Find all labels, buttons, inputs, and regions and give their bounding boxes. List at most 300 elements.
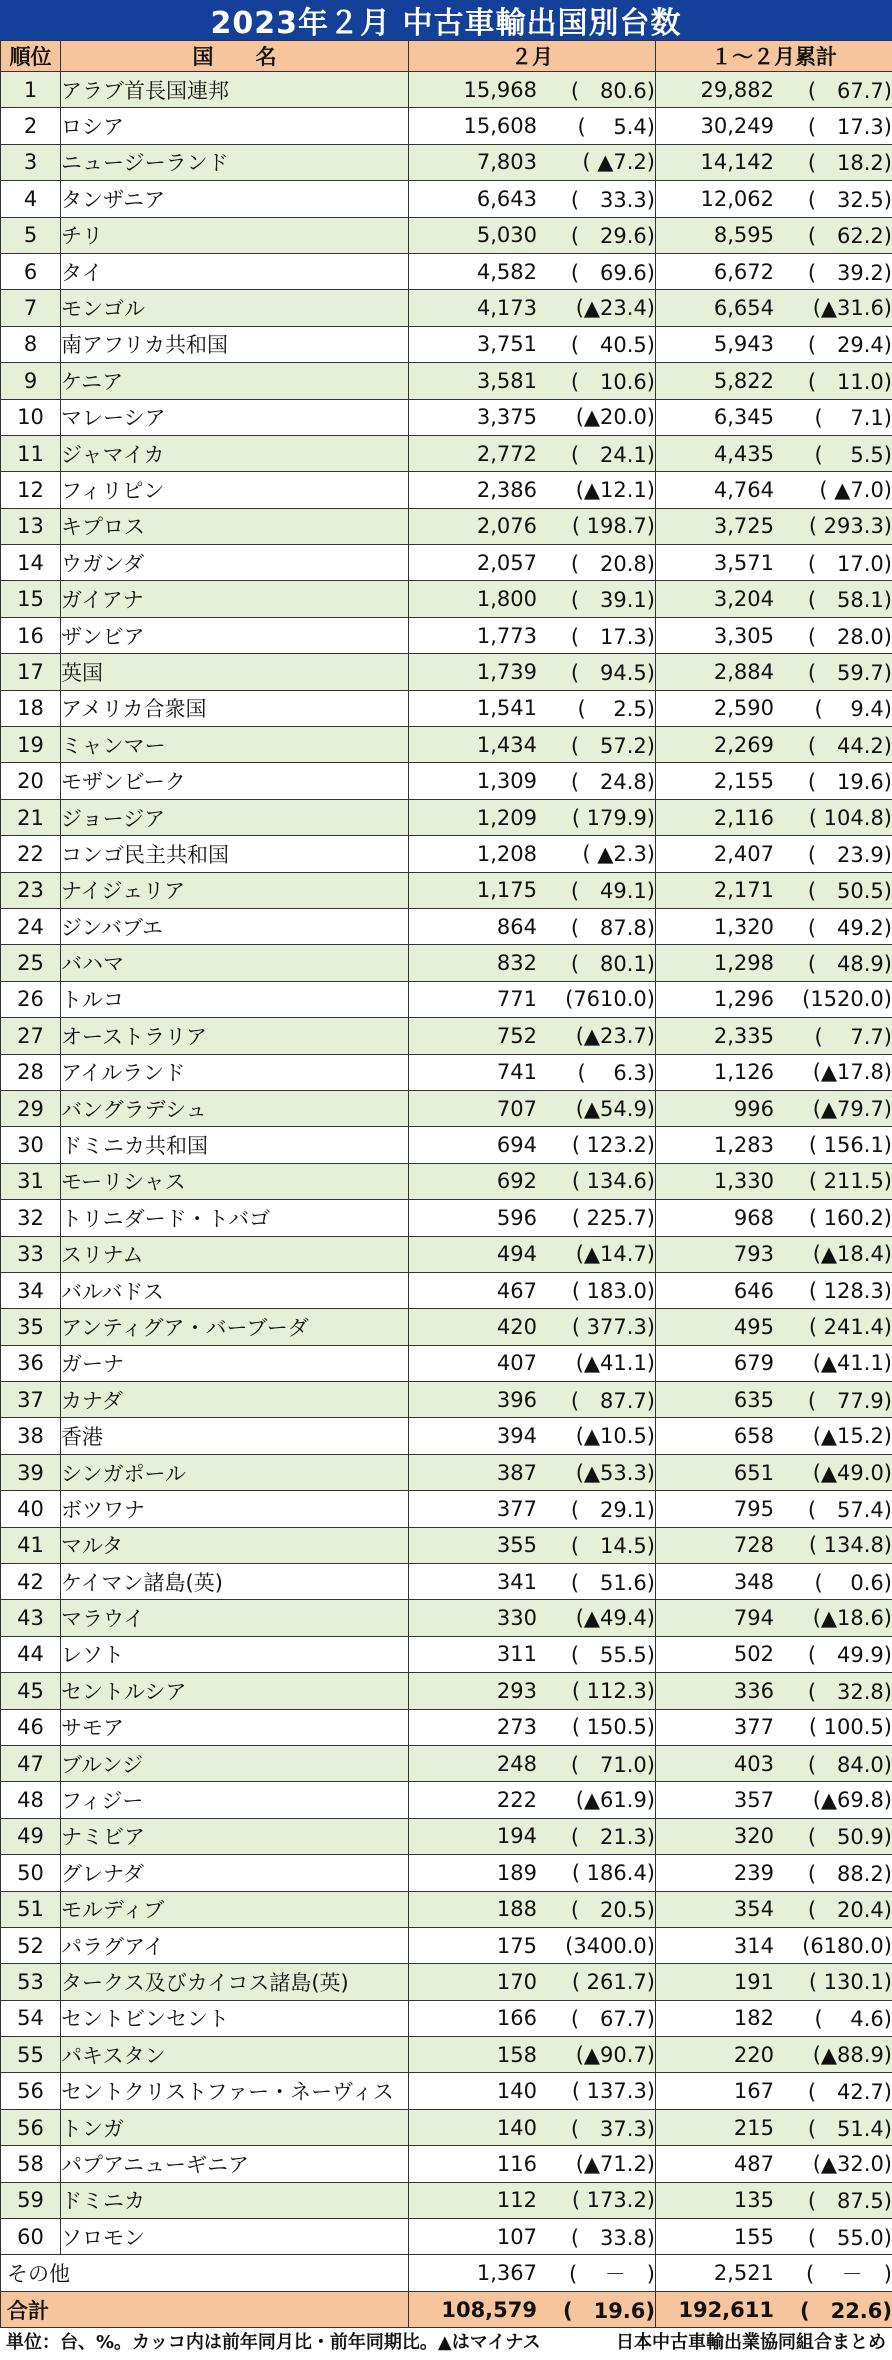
cumulative-cell-value: 495 — [733, 1314, 774, 1339]
rank-cell: 31 — [1, 1163, 61, 1199]
february-cell-percent: ( 33.8) — [570, 2225, 655, 2250]
cumulative-cell — [656, 1418, 892, 1454]
february-cell — [409, 1418, 656, 1454]
february-cell-percent: ( 173.2) — [571, 2188, 655, 2213]
cumulative-cell — [656, 181, 892, 217]
cumulative-cell-value: 1,296 — [713, 987, 774, 1012]
february-cell — [409, 763, 656, 799]
rank-cell: 20 — [1, 763, 61, 799]
table-row — [1, 1564, 892, 1600]
february-cell — [409, 2219, 656, 2255]
cumulative-cell-percent: (▲31.6) — [812, 296, 892, 321]
february-cell-percent: ( 17.3) — [570, 624, 655, 649]
cumulative-cell — [656, 399, 892, 435]
cumulative-cell — [656, 1454, 892, 1490]
february-cell-percent: (▲49.4) — [575, 1606, 655, 1631]
table-row — [1, 1309, 892, 1345]
february-cell — [409, 1709, 656, 1745]
cumulative-cell — [656, 945, 892, 981]
february-cell-percent: ( 14.5) — [570, 1534, 655, 1559]
february-cell — [409, 2109, 656, 2145]
country-cell: セントビンセント — [61, 2000, 409, 2036]
cumulative-cell-value: 357 — [733, 1788, 774, 1813]
february-cell-percent: ( 261.7) — [571, 1970, 655, 1994]
rank-cell: 12 — [1, 472, 61, 508]
table-row — [1, 1891, 892, 1927]
february-cell — [409, 545, 656, 581]
country-cell: チリ — [61, 217, 409, 253]
february-cell-value: 1,541 — [476, 696, 537, 721]
rank-cell: 16 — [1, 617, 61, 653]
february-cell-value: 355 — [496, 1533, 537, 1558]
february-cell-value: 1,209 — [476, 805, 537, 830]
cumulative-cell-value: 2,884 — [713, 659, 774, 684]
february-cell — [409, 1673, 656, 1709]
february-cell-value: 293 — [496, 1678, 537, 1703]
country-cell: タークス及びカイコス諸島(英) — [61, 1964, 409, 2000]
rank-cell: 52 — [1, 1927, 61, 1963]
rank-cell: 6 — [1, 253, 61, 289]
table-row — [1, 435, 892, 471]
cumulative-cell-value: 377 — [733, 1715, 774, 1740]
rank-cell: 40 — [1, 1491, 61, 1527]
table-row — [1, 290, 892, 326]
cumulative-cell — [656, 1345, 892, 1381]
cumulative-cell — [656, 581, 892, 617]
cumulative-cell-value: 2,155 — [713, 769, 774, 794]
footer-source: 日本中古車輸出業協同組合まとめ — [616, 2332, 886, 2354]
cumulative-cell-percent: ( 44.2) — [807, 733, 892, 758]
rank-cell: 5 — [1, 217, 61, 253]
cumulative-cell-value: 1,283 — [713, 1133, 774, 1158]
cumulative-cell-percent: ( 67.7) — [807, 78, 892, 103]
cumulative-cell-value: 3,725 — [713, 514, 774, 539]
february-cell-percent: ( 150.5) — [571, 1715, 655, 1740]
february-cell — [409, 363, 656, 399]
country-cell: サモア — [61, 1709, 409, 1745]
table-row — [1, 545, 892, 581]
cumulative-cell-value: 487 — [733, 2151, 774, 2176]
cumulative-cell — [656, 799, 892, 835]
february-cell-percent: (▲12.1) — [575, 477, 655, 502]
cumulative-cell-percent: ( 156.1) — [808, 1133, 892, 1158]
cumulative-cell-value: 996 — [733, 1096, 774, 1121]
february-cell-percent: (7610.0) — [565, 987, 655, 1012]
rank-cell: 21 — [1, 799, 61, 835]
cumulative-cell-value: 167 — [733, 2079, 774, 2104]
cumulative-cell-percent: (6180.0) — [802, 1933, 892, 1958]
february-cell-value: 387 — [496, 1460, 537, 1485]
cumulative-cell-percent: ( 23.9) — [807, 842, 892, 867]
cumulative-cell — [656, 1745, 892, 1781]
country-cell: バハマ — [61, 945, 409, 981]
cumulative-cell-value: 2,335 — [713, 1023, 774, 1048]
cumulative-cell-value: 191 — [733, 1970, 774, 1994]
cumulative-cell — [656, 727, 892, 763]
rank-cell: 26 — [1, 981, 61, 1017]
country-cell: ガイアナ — [61, 581, 409, 617]
cumulative-cell-percent: (▲49.0) — [812, 1460, 892, 1485]
cumulative-cell — [656, 1855, 892, 1891]
rank-cell: 58 — [1, 2146, 61, 2182]
cumulative-cell — [656, 363, 892, 399]
country-cell: パラグアイ — [61, 1927, 409, 1963]
february-cell — [409, 799, 656, 835]
cumulative-cell-percent: (▲18.4) — [812, 1242, 892, 1267]
cumulative-cell-value: 30,249 — [700, 114, 774, 139]
cumulative-cell-value: 12,062 — [700, 186, 774, 211]
cumulative-cell — [656, 1236, 892, 1272]
total-row-february-value: 108,579 — [441, 2297, 537, 2322]
country-cell: 南アフリカ共和国 — [61, 326, 409, 362]
cumulative-cell — [656, 2219, 892, 2255]
total-row-february — [409, 2291, 656, 2327]
cumulative-cell-value: 354 — [733, 1897, 774, 1922]
february-cell — [409, 2000, 656, 2036]
cumulative-cell-value: 3,571 — [713, 550, 774, 575]
cumulative-cell-percent: ( 130.1) — [808, 1970, 892, 1994]
table-row — [1, 1163, 892, 1199]
rank-cell: 15 — [1, 581, 61, 617]
february-cell-percent: ( 5.4) — [577, 115, 655, 140]
table-row — [1, 144, 892, 180]
cumulative-cell-percent: ( 160.2) — [808, 1205, 892, 1230]
table-row — [1, 1673, 892, 1709]
cumulative-cell-percent: (▲18.6) — [812, 1606, 892, 1631]
cumulative-cell — [656, 2109, 892, 2145]
country-cell: ブルンジ — [61, 1745, 409, 1781]
cumulative-cell-percent: (▲17.8) — [812, 1060, 892, 1085]
table-row — [1, 108, 892, 144]
february-cell-percent: ( 179.9) — [571, 805, 655, 830]
cumulative-cell — [656, 617, 892, 653]
table-row — [1, 654, 892, 690]
table-header-row — [1, 41, 892, 72]
table-row — [1, 2073, 892, 2109]
table-row — [1, 2182, 892, 2218]
february-cell-value: 3,581 — [476, 368, 537, 393]
table-row — [1, 799, 892, 835]
country-cell: アラブ首長国連邦 — [61, 72, 409, 108]
february-cell-percent: (▲14.7) — [575, 1242, 655, 1267]
rank-cell: 59 — [1, 2182, 61, 2218]
cumulative-cell-value: 6,345 — [713, 405, 774, 430]
cumulative-cell-value: 1,320 — [713, 914, 774, 939]
cumulative-cell-value: 794 — [733, 1606, 774, 1631]
rank-cell: 45 — [1, 1673, 61, 1709]
rank-cell: 11 — [1, 435, 61, 471]
cumulative-cell-value: 502 — [733, 1642, 774, 1667]
february-cell — [409, 2073, 656, 2109]
february-cell-value: 170 — [496, 1970, 537, 1994]
country-cell: トンガ — [61, 2109, 409, 2145]
february-cell — [409, 836, 656, 872]
february-cell — [409, 1054, 656, 1090]
february-cell-percent: (▲54.9) — [575, 1096, 655, 1121]
february-cell — [409, 908, 656, 944]
cumulative-cell — [656, 1891, 892, 1927]
table-row — [1, 1418, 892, 1454]
cumulative-cell — [656, 435, 892, 471]
february-cell — [409, 1818, 656, 1854]
table-row — [1, 1600, 892, 1636]
cumulative-cell-percent: ( 18.2) — [807, 151, 892, 176]
february-cell-value: 771 — [496, 987, 537, 1012]
cumulative-cell-value: 6,672 — [713, 259, 774, 284]
cumulative-cell-percent: ( 77.9) — [807, 1388, 892, 1413]
february-cell-percent: ( 21.3) — [570, 1825, 655, 1850]
cumulative-cell-percent: ( 58.1) — [807, 588, 892, 613]
cumulative-cell — [656, 1782, 892, 1818]
cumulative-cell-value: 795 — [733, 1496, 774, 1521]
february-cell-percent: ( 67.7) — [570, 2007, 655, 2032]
table-row — [1, 399, 892, 435]
table-row — [1, 1927, 892, 1963]
cumulative-cell-percent: ( 211.5) — [808, 1169, 892, 1194]
cumulative-cell-value: 215 — [733, 2115, 774, 2140]
cumulative-cell — [656, 2000, 892, 2036]
rank-cell: 32 — [1, 1200, 61, 1236]
country-cell: ケニア — [61, 363, 409, 399]
february-cell-value: 707 — [496, 1096, 537, 1121]
country-cell: ロシア — [61, 108, 409, 144]
table-row — [1, 1127, 892, 1163]
cumulative-cell — [656, 217, 892, 253]
february-cell-value: 5,030 — [476, 223, 537, 248]
cumulative-cell-percent: (▲41.1) — [812, 1351, 892, 1376]
february-cell-percent: ( 24.1) — [570, 442, 655, 467]
february-cell — [409, 581, 656, 617]
cumulative-cell-value: 2,116 — [713, 805, 774, 830]
country-cell: セントルシア — [61, 1673, 409, 1709]
february-cell — [409, 1600, 656, 1636]
february-cell-percent: (▲23.7) — [575, 1023, 655, 1048]
february-cell-value: 467 — [496, 1278, 537, 1303]
cumulative-cell-percent: (1520.0) — [802, 987, 892, 1012]
february-cell — [409, 1272, 656, 1308]
february-cell-percent: ( 80.1) — [570, 952, 655, 977]
country-cell: トルコ — [61, 981, 409, 1017]
cumulative-cell-percent: (▲88.9) — [812, 2042, 892, 2067]
rank-cell: 35 — [1, 1309, 61, 1345]
table-row — [1, 1491, 892, 1527]
cumulative-cell-value: 6,654 — [713, 296, 774, 321]
february-cell-value: 112 — [496, 2188, 537, 2213]
february-cell — [409, 290, 656, 326]
rank-cell: 9 — [1, 363, 61, 399]
cumulative-cell — [656, 1564, 892, 1600]
cumulative-cell — [656, 72, 892, 108]
cumulative-cell-percent: ( 7.7) — [814, 1024, 892, 1049]
country-cell: オーストラリア — [61, 1018, 409, 1054]
cumulative-cell-percent: ( 59.7) — [807, 660, 892, 685]
country-cell: タンザニア — [61, 181, 409, 217]
table-row — [1, 945, 892, 981]
rank-cell: 41 — [1, 1527, 61, 1563]
country-cell: トリニダード・トバゴ — [61, 1200, 409, 1236]
cumulative-cell-value: 5,822 — [713, 368, 774, 393]
february-cell-value: 6,643 — [476, 186, 537, 211]
cumulative-cell — [656, 1200, 892, 1236]
february-cell-percent: ( 24.8) — [570, 770, 655, 795]
cumulative-cell-value: 4,764 — [713, 477, 774, 502]
february-cell — [409, 1745, 656, 1781]
february-cell-percent: ( 69.6) — [570, 260, 655, 285]
february-cell — [409, 945, 656, 981]
other-row-cumulative-value: 2,521 — [713, 2261, 774, 2286]
february-cell — [409, 1236, 656, 1272]
february-cell — [409, 1200, 656, 1236]
february-cell-value: 832 — [496, 951, 537, 976]
february-cell — [409, 1491, 656, 1527]
cumulative-cell — [656, 1054, 892, 1090]
country-cell: スリナム — [61, 1236, 409, 1272]
cumulative-cell-percent: ( 11.0) — [807, 369, 892, 394]
table-row — [1, 581, 892, 617]
cumulative-cell-value: 1,126 — [713, 1060, 774, 1085]
february-cell-value: 7,803 — [476, 150, 537, 175]
february-cell-value: 2,386 — [476, 477, 537, 502]
february-cell-percent: ( 29.6) — [570, 224, 655, 249]
footer-note: 単位：台、%。カッコ内は前年同月比・前年同期比。▲はマイナス — [6, 2332, 541, 2354]
country-cell: ドミニカ共和国 — [61, 1127, 409, 1163]
cumulative-cell-percent: ( 293.3) — [808, 514, 892, 539]
february-cell-value: 1,309 — [476, 769, 537, 794]
february-cell — [409, 108, 656, 144]
february-cell — [409, 1090, 656, 1126]
february-cell-value: 3,751 — [476, 332, 537, 357]
country-cell: マレーシア — [61, 399, 409, 435]
table-row — [1, 508, 892, 544]
cumulative-cell-percent: ( 88.2) — [807, 1861, 892, 1886]
cumulative-cell-value: 679 — [733, 1351, 774, 1376]
rank-cell: 60 — [1, 2219, 61, 2255]
february-cell-percent: ( 377.3) — [571, 1314, 655, 1339]
cumulative-cell-value: 14,142 — [700, 150, 774, 175]
cumulative-cell-value: 1,330 — [713, 1169, 774, 1194]
cumulative-cell — [656, 1709, 892, 1745]
cumulative-cell — [656, 690, 892, 726]
country-cell: ナイジェリア — [61, 872, 409, 908]
february-cell — [409, 727, 656, 763]
february-cell — [409, 1382, 656, 1418]
february-cell-percent: ( ▲7.2) — [582, 150, 655, 175]
cumulative-cell — [656, 1673, 892, 1709]
february-cell-value: 311 — [496, 1642, 537, 1667]
rank-cell: 33 — [1, 1236, 61, 1272]
country-cell: マルタ — [61, 1527, 409, 1563]
february-cell — [409, 326, 656, 362]
rank-cell: 4 — [1, 181, 61, 217]
february-cell-value: 140 — [496, 2115, 537, 2140]
cumulative-cell-percent: ( 4.6) — [814, 2007, 892, 2032]
cumulative-cell-percent: (▲32.0) — [812, 2151, 892, 2176]
february-cell-percent: ( 71.0) — [570, 1752, 655, 1777]
cumulative-cell-value: 646 — [733, 1278, 774, 1303]
february-cell-value: 407 — [496, 1351, 537, 1376]
table-row — [1, 763, 892, 799]
table-row — [1, 617, 892, 653]
table-row — [1, 1090, 892, 1126]
february-cell — [409, 690, 656, 726]
cumulative-cell-value: 239 — [733, 1860, 774, 1885]
february-cell-value: 140 — [496, 2079, 537, 2104]
cumulative-cell-percent: ( 20.4) — [807, 1898, 892, 1923]
cumulative-cell-percent: (▲79.7) — [812, 1096, 892, 1121]
cumulative-cell-percent: ( 100.5) — [808, 1715, 892, 1740]
february-cell-value: 15,608 — [463, 114, 537, 139]
february-cell-percent: ( 80.6) — [570, 78, 655, 103]
february-cell — [409, 617, 656, 653]
cumulative-cell-value: 658 — [733, 1424, 774, 1449]
rank-cell: 43 — [1, 1600, 61, 1636]
february-cell-percent: (▲20.0) — [575, 405, 655, 430]
cumulative-cell-percent: ( 50.5) — [807, 879, 892, 904]
country-cell: バングラデシュ — [61, 1090, 409, 1126]
cumulative-cell-value: 8,595 — [713, 223, 774, 248]
cumulative-cell-percent: ( 7.1) — [814, 406, 892, 431]
header-cumulative: １～２月累計 — [656, 41, 892, 72]
february-cell-percent: (▲53.3) — [575, 1460, 655, 1485]
cumulative-cell-value: 2,171 — [713, 878, 774, 903]
cumulative-cell-percent: ( 17.0) — [807, 551, 892, 576]
february-cell-percent: ( 6.3) — [577, 1061, 655, 1086]
rank-cell: 55 — [1, 2037, 61, 2073]
cumulative-cell-percent: ( 241.4) — [808, 1314, 892, 1339]
table-row — [1, 1054, 892, 1090]
february-cell-value: 116 — [496, 2151, 537, 2176]
cumulative-cell — [656, 290, 892, 326]
cumulative-cell-value: 3,305 — [713, 623, 774, 648]
february-cell-percent: (▲90.7) — [575, 2042, 655, 2067]
february-cell-percent: ( 198.7) — [571, 514, 655, 539]
february-cell — [409, 508, 656, 544]
february-cell-value: 2,772 — [476, 441, 537, 466]
header-february: ２月 — [409, 41, 656, 72]
february-cell-percent: ( 20.8) — [570, 551, 655, 576]
february-cell-percent: ( 10.6) — [570, 369, 655, 394]
february-cell-percent: ( 186.4) — [571, 1860, 655, 1885]
february-cell — [409, 1927, 656, 1963]
february-cell-value: 692 — [496, 1169, 537, 1194]
table-row — [1, 1855, 892, 1891]
february-cell — [409, 654, 656, 690]
country-cell: 香港 — [61, 1418, 409, 1454]
february-cell-value: 420 — [496, 1314, 537, 1339]
cumulative-cell-value: 4,435 — [713, 441, 774, 466]
february-cell-percent: ( 112.3) — [571, 1678, 655, 1703]
header-country: 国 名 — [61, 41, 409, 72]
february-cell-value: 494 — [496, 1242, 537, 1267]
table-row — [1, 872, 892, 908]
february-cell-percent: ( 33.3) — [570, 187, 655, 212]
rank-cell: 44 — [1, 1636, 61, 1672]
cumulative-cell-value: 728 — [733, 1533, 774, 1558]
rank-cell: 36 — [1, 1345, 61, 1381]
cumulative-cell-value: 182 — [733, 2006, 774, 2031]
rank-cell: 28 — [1, 1054, 61, 1090]
country-cell: パプアニューギニア — [61, 2146, 409, 2182]
header-rank: 順位 — [1, 41, 61, 72]
total-row-label: 合計 — [1, 2291, 409, 2327]
cumulative-cell — [656, 908, 892, 944]
other-row-february-value: 1,367 — [476, 2261, 537, 2286]
cumulative-cell — [656, 253, 892, 289]
cumulative-cell — [656, 2146, 892, 2182]
february-cell-value: 4,173 — [476, 296, 537, 321]
table-row — [1, 1272, 892, 1308]
cumulative-cell — [656, 1127, 892, 1163]
